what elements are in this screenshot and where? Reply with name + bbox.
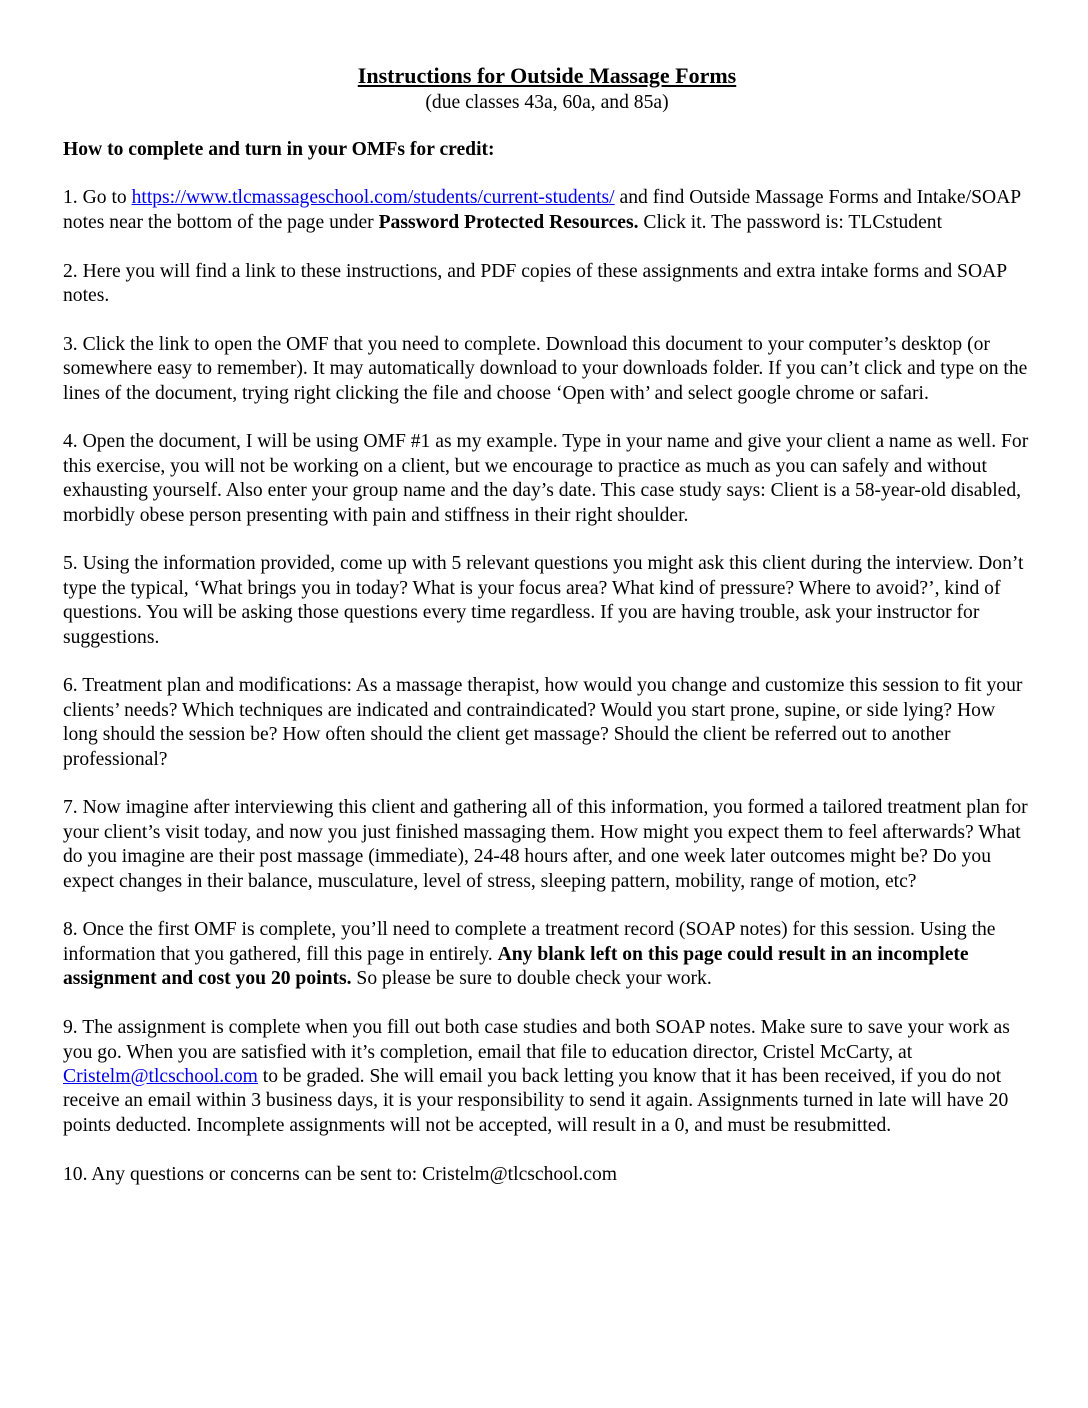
email-link[interactable]: Cristelm@tlcschool.com [63, 1065, 258, 1087]
step-3: 3. Click the link to open the OMF that you need to complete. Download this document to your computer’s desktop (or somewhere easy to remember). It may automatically download to your downloads folder. If you can’t click and type on the lines of the document, trying right clicking the file and choose ‘Open with’ and select google chrome or safari. [63, 333, 1028, 404]
step-8-bold: Any blank left on this page could result in an incomplete assignment and cost you 20 points. [63, 943, 969, 990]
step-6: 6. Treatment plan and modifications: As a massage therapist, how would you change and customize this session to fit your clients’ needs? Which techniques are indicated and contraindicated? Would you start prone, supine, or side lying? How long should the session be? How often should the client get massage? Should the client be referred out to another professional? [63, 675, 1023, 770]
step-8-prefix: 8. Once the first OMF is complete, you’ll need to complete a treatment record (SOAP notes) for this session. Using the information that you gathered, fill this page in entirely. [63, 919, 996, 965]
document-title: Instructions for Outside Massage Forms [357, 63, 737, 88]
section-heading: How to complete and turn in your OMFs for credit: [63, 139, 495, 160]
step-2: 2. Here you will find a link to these instructions, and PDF copies of these assignments and extra intake forms and SOAP notes. [63, 260, 1007, 307]
step-8-suffix: So please be sure to double check your work. [351, 968, 712, 990]
step-1-prefix: 1. Go to [63, 187, 132, 209]
step-1-suffix: Click it. The password is: TLCstudent [638, 211, 943, 233]
step-4: 4. Open the document, I will be using OMF #1 as my example. Type in your name and give your client a name as well. For this exercise, you will not be working on a client, but we encourage to practice as much as you can safely and without exhausting yourself. Also enter your group name and the day’s date. This case study says: Client is a 58-year-old disabled, morbidly obese person presenting with pain and stiffness in their right shoulder. [63, 431, 1029, 526]
document-subtitle: (due classes 43a, 60a, and 85a) [425, 92, 669, 113]
step-1 [63, 186, 1031, 235]
step-1-middle: and find Outside Massage Forms and Intake/SOAP notes near the bottom of the page under [63, 187, 1021, 233]
step-9-suffix: to be graded. She will email you back letting you know that it has been received, if you do not receive an email within 3 business days, it is your responsibility to send it again. Assignments turned in late will have 20 points deducted. Incomplete assignments will not be accepted, will result in a 0, and must be resubmitted. [63, 1065, 1009, 1136]
step-9-prefix: 9. The assignment is complete when you fill out both case studies and both SOAP notes. Make sure to save your work as you go. When you are satisfied with it’s completion, email that file to education director, Cristel McCarty, at [63, 1017, 1010, 1063]
step-1-bold: Password Protected Resources. [378, 211, 639, 233]
current-students-link[interactable]: https://www.tlcmassageschool.com/students/current-students/ [131, 187, 615, 209]
step-9 [63, 1016, 1031, 1138]
step-5: 5. Using the information provided, come up with 5 relevant questions you might ask this client during the interview. Don’t type the typical, ‘What brings you in today? What is your focus area? What kind of pressure? Where to avoid?’, kind of questions. You will be asking those questions every time regardless. If you are having trouble, ask your instructor for suggestions. [63, 553, 1024, 648]
document-page [63, 62, 1031, 1211]
step-10: 10. Any questions or concerns can be sent to: Cristelm@tlcschool.com [63, 1163, 618, 1185]
step-7: 7. Now imagine after interviewing this client and gathering all of this information, you formed a tailored treatment plan for your client’s visit today, and now you just finished massaging them. How might you expect them to feel afterwards? What do you imagine are their post massage (immediate), 24-48 hours after, and one week later outcomes might be? Do you expect changes in their balance, musculature, level of stress, sleeping pattern, mobility, range of motion, etc? [63, 797, 1028, 892]
step-8 [63, 918, 1031, 991]
